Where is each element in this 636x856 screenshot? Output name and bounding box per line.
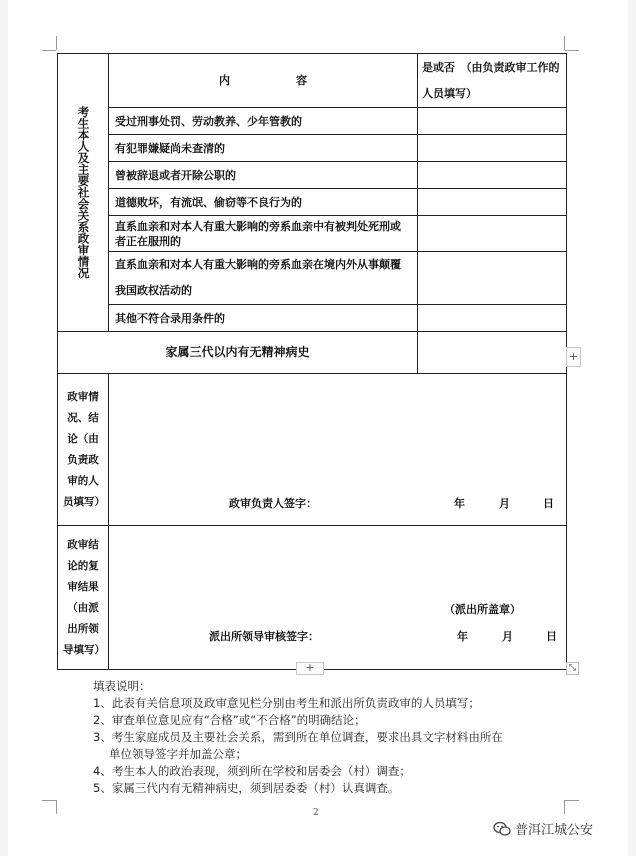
review-sign-label: 政审负责人签字： (229, 497, 317, 510)
row-label: 曾被辞退或者开除公职的 (115, 168, 236, 182)
table-row (109, 189, 418, 216)
date-month: 月 (499, 497, 510, 510)
answer-cell[interactable] (418, 252, 567, 305)
header-content: 内 容 (219, 74, 307, 87)
crop-mark (564, 800, 565, 814)
side-title: 考生本人及主要社会关系政审情况 (76, 106, 91, 279)
row-label: 其他不符合录用条件的 (115, 311, 225, 325)
instruction-item: 4、考生本人的政治表现，须到所在学校和居委会（村）调查； (93, 764, 411, 778)
add-row-button[interactable]: + (296, 662, 324, 675)
date-day: 日 (546, 630, 557, 643)
police-seal-label: （派出所盖章） (444, 603, 521, 616)
crop-mark (42, 800, 56, 801)
recheck-label-cell (58, 526, 109, 670)
mental-history-label: 家属三代以内有无精神病史 (165, 345, 310, 359)
row-label: 有犯罪嫌疑尚未查清的 (115, 141, 225, 155)
wechat-logo-icon (493, 821, 511, 837)
review-body-cell[interactable] (109, 374, 567, 526)
add-column-button[interactable]: + (566, 347, 581, 367)
row-label: 直系血亲和对本人有重大影响的旁系血亲在境内外从事颠覆我国政权活动的 (115, 258, 401, 297)
crop-mark (565, 800, 579, 801)
crop-mark (56, 36, 57, 50)
answer-cell[interactable] (418, 189, 567, 216)
date-day: 日 (543, 497, 554, 510)
recheck-label: 政审结论的复审结果（由派出所领导填写） (63, 538, 105, 656)
fill-instructions (93, 678, 563, 797)
date-year: 年 (457, 630, 468, 643)
table-row (109, 135, 418, 162)
answer-cell[interactable] (418, 162, 567, 189)
row-label: 道德败坏，有流氓、偷窃等不良行为的 (115, 195, 302, 209)
watermark (493, 819, 593, 838)
header-content-cell (109, 54, 418, 108)
instructions-title: 填表说明： (93, 679, 151, 693)
instruction-item: 5、家属三代内有无精神病史，须到居委委（村）认真调查。 (93, 781, 400, 795)
crop-mark (564, 36, 565, 50)
date-month: 月 (502, 630, 513, 643)
row-label: 受过刑事处罚、劳动教养、少年管教的 (115, 114, 302, 128)
table-row (109, 108, 418, 135)
crop-mark (565, 50, 579, 51)
answer-cell[interactable] (418, 135, 567, 162)
recheck-sign-label: 派出所领导审核签字： (209, 630, 319, 643)
crop-mark (56, 800, 57, 814)
instruction-item: 3、考生家庭成员及主要社会关系，需到所在单位调查，要求出具文字材料由所在 (93, 730, 503, 744)
table-row (109, 162, 418, 189)
table-resize-handle[interactable]: ⤡ (566, 662, 579, 675)
watermark-text: 普洱江城公安 (515, 823, 594, 838)
answer-cell[interactable] (418, 216, 567, 252)
answer-cell[interactable] (418, 332, 567, 374)
page-number: 2 (313, 808, 319, 818)
instruction-item: 2、审查单位意见应有“合格”或“不合格”的明确结论； (93, 713, 366, 727)
side-title-cell (58, 54, 109, 332)
recheck-body-cell[interactable] (109, 526, 567, 670)
mental-history-cell (58, 332, 418, 374)
review-label-cell (58, 374, 109, 526)
answer-cell[interactable] (418, 108, 567, 135)
date-year: 年 (454, 497, 465, 510)
review-label: 政审情况、结论（由负责政审的人员填写） (63, 390, 105, 508)
answer-cell[interactable] (418, 305, 567, 332)
table-row (109, 216, 418, 252)
table-row (109, 305, 418, 332)
instruction-item: 1、此表有关信息项及政审意见栏分别由考生和派出所负责政审的人员填写； (93, 696, 480, 710)
instruction-item: 单位领导签字并加盖公章； (109, 747, 247, 761)
header-result: 是或否 （由负责政审工作的人员填写） (422, 60, 560, 100)
political-review-table (57, 53, 567, 670)
row-label: 直系血亲和对本人有重大影响的旁系血亲中有被判处死刑或者正在服刑的 (115, 219, 401, 248)
header-result-cell (418, 54, 567, 108)
table-row (109, 252, 418, 305)
crop-mark (42, 50, 56, 51)
